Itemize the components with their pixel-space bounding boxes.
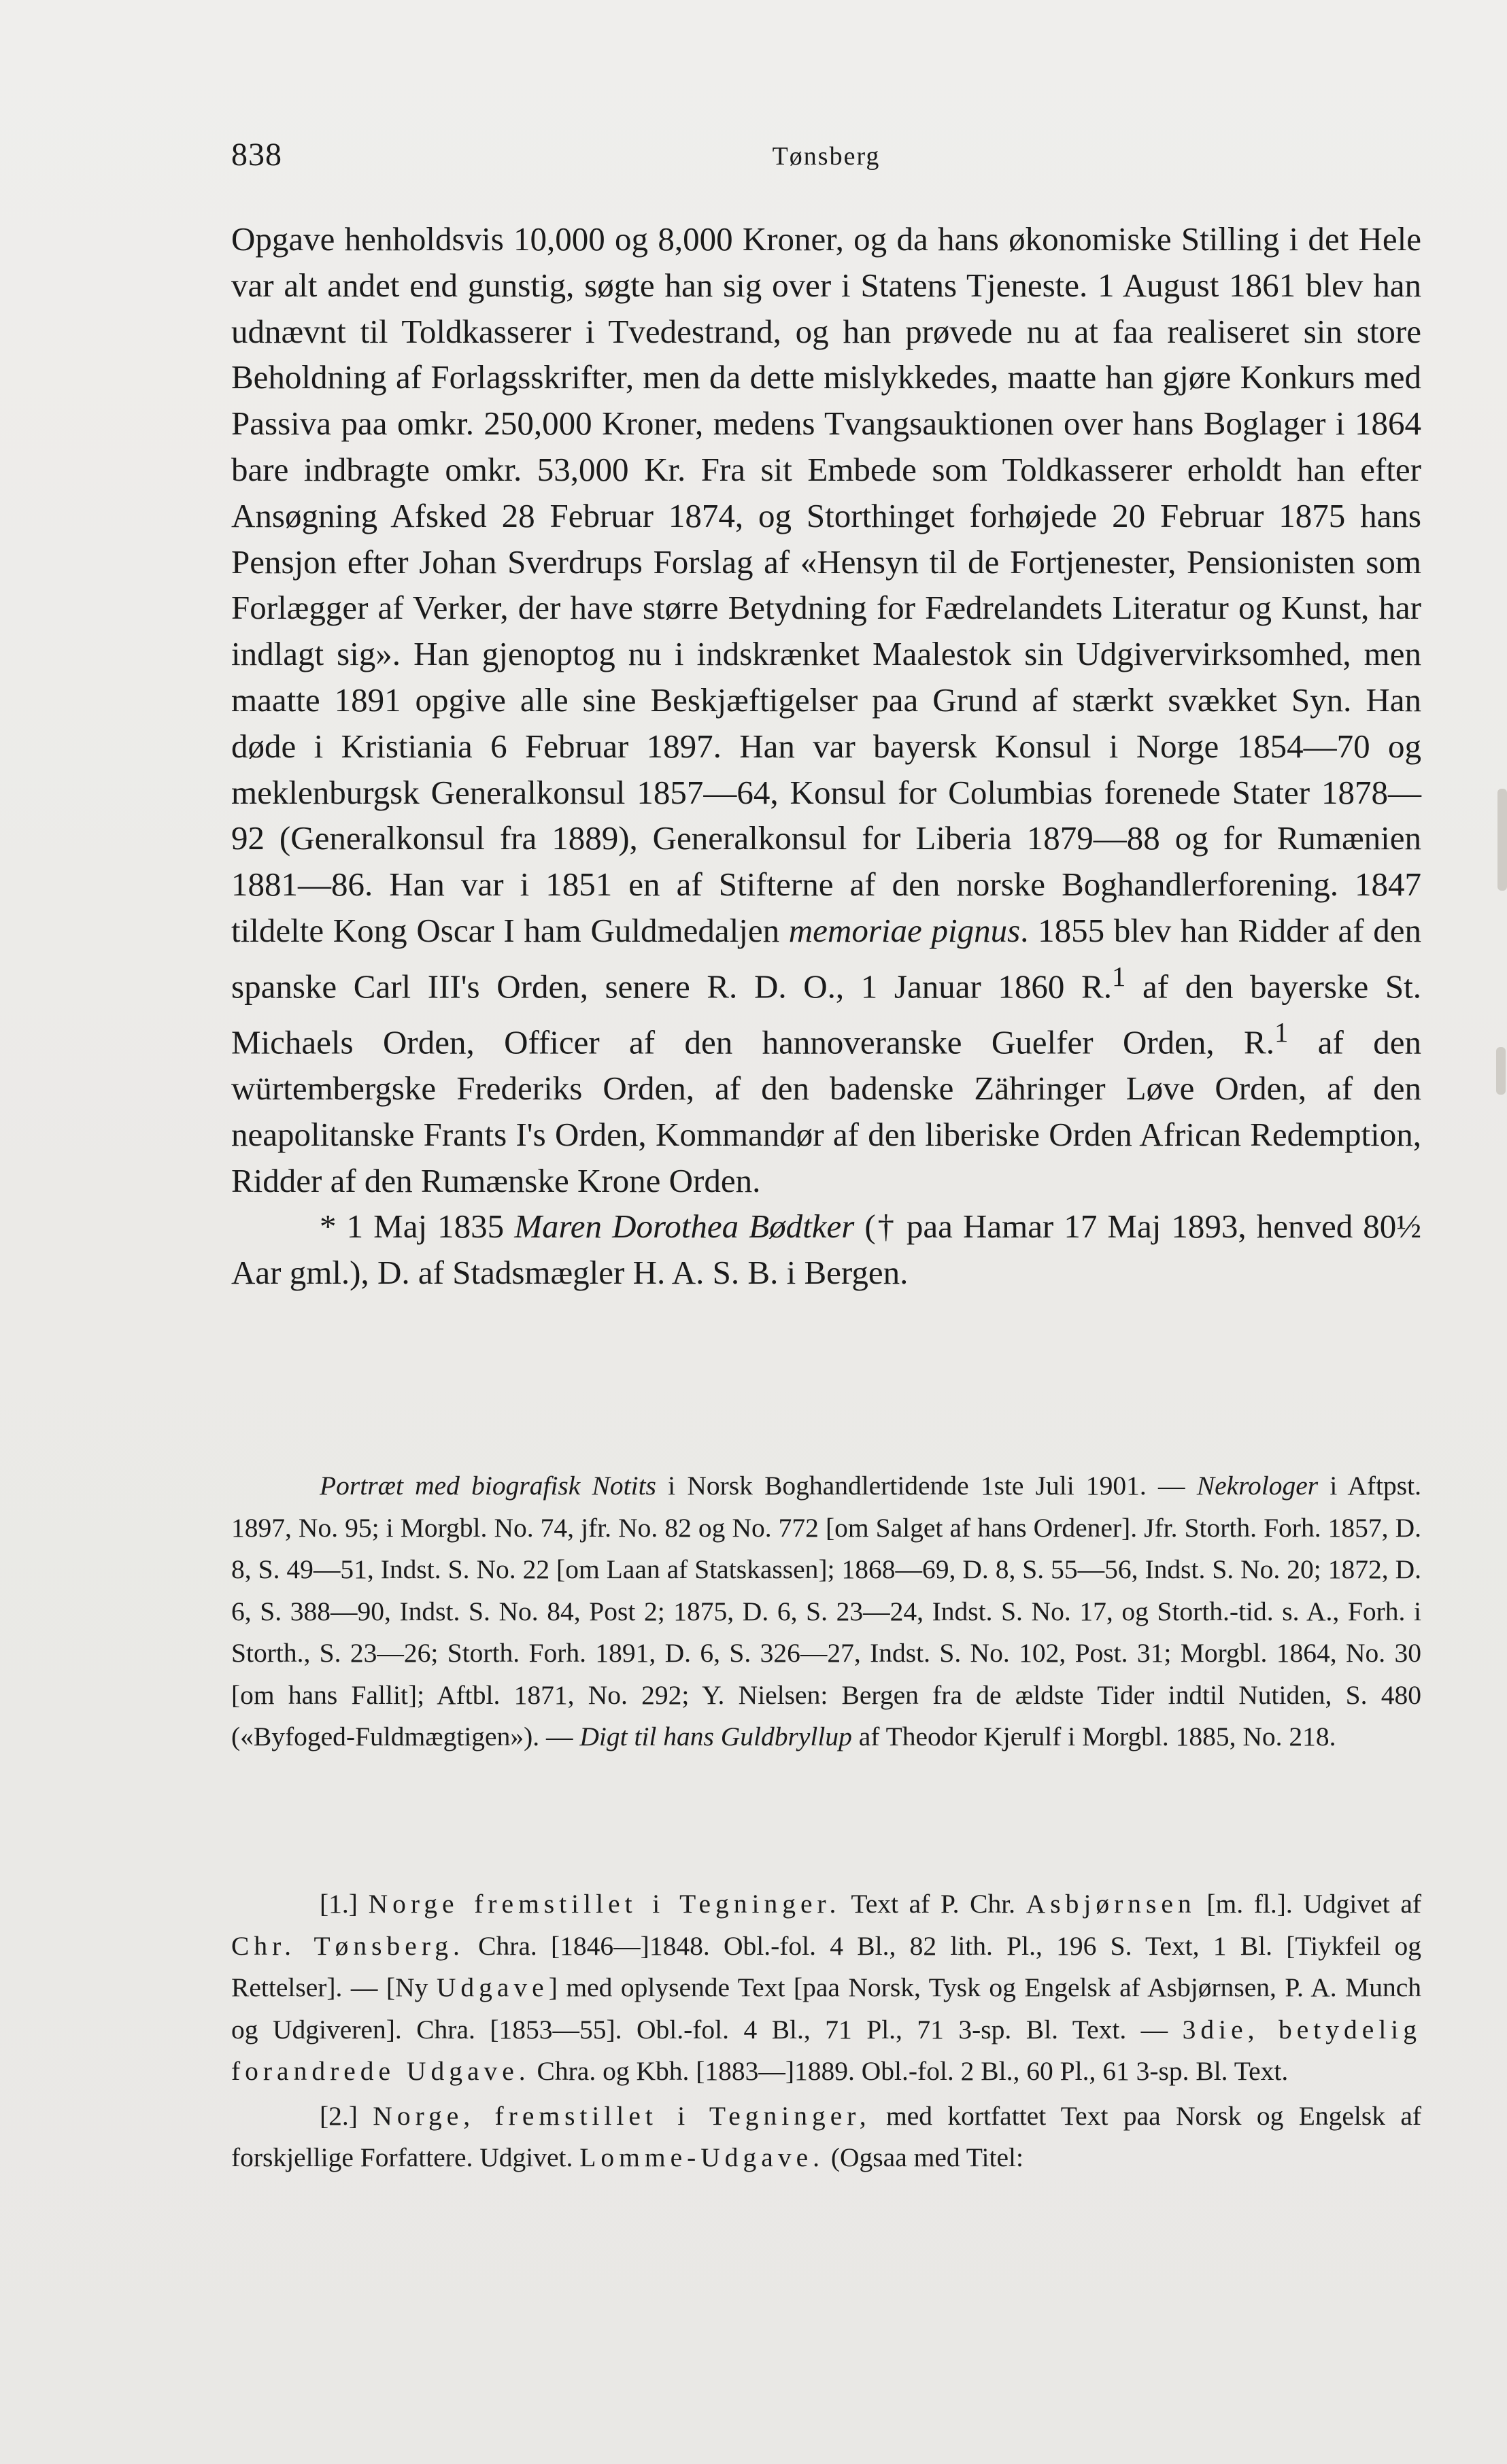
- entry-text: Chra. [1846—]1848. Obl.-fol. 4 Bl., 82 lith. Pl., 196 S. Text, 1 Bl. [Tiykfeil og Rettelser]. — [Ny: [231, 1930, 1421, 2002]
- spouse-name: Maren Dorothea Bødtker: [514, 1208, 855, 1246]
- entry-edition: Lomme-Udgave.: [579, 2142, 824, 2172]
- sources-paragraph: [231, 1465, 1421, 1758]
- entry-edition: Udgave: [436, 1972, 549, 2002]
- entry-text: Chra. og Kbh. [1883—]1889. Obl.-fol. 2 Bl., 60 Pl., 61 3-sp. Bl. Text.: [537, 2056, 1289, 2086]
- source-text: af Theodor Kjerulf i Morgbl. 1885, No. 218.: [858, 1722, 1336, 1751]
- marriage-date: * 1 Maj 1835: [320, 1208, 505, 1246]
- entry-text: med kortfattet Text paa Norsk og Engelsk af forskjellige Forfattere. Udgivet.: [231, 2100, 1422, 2172]
- entry-number: [1.]: [320, 1889, 358, 1919]
- footnote-marker: 1: [1274, 1016, 1289, 1048]
- medal-name: memoriae pignus: [788, 911, 1021, 949]
- entry-text: ] med oplysende Text [paa Norsk, Tysk og Engelsk af Asbjørnsen, P. A. Munch og Udgiveren]. Chra. [1853—55]. Obl.-fol. 4 Bl., 71 Pl., 71 3-sp. Bl. Text. —: [231, 1972, 1422, 2044]
- bibliography-entry-2: [231, 2095, 1421, 2179]
- biography-orders-text-3: af den würtembergske Frederiks Orden, af den badenske Zähringer Løve Orden, af den neapolitanske Frants I's Orden, Kommandør af den liberiske Orden African Redemption, Ridder af den Rumænske Krone Orden.: [231, 1023, 1421, 1199]
- source-text: i Norsk Boghandlertidende 1ste Juli 1901. —: [668, 1471, 1185, 1501]
- bibliography-entries: [231, 1883, 1421, 2179]
- marriage-paragraph: [231, 1203, 1421, 1296]
- marriage-details: († paa Hamar 17 Maj 1893, henved 80½ Aar gml.), D. af Stadsmægler H. A. S. B. i Bergen.: [231, 1208, 1422, 1292]
- nekrologer-label: Nekrologer: [1196, 1471, 1319, 1501]
- running-head: Tønsberg: [772, 142, 881, 171]
- entry-publisher: Chr. Tønsberg.: [231, 1930, 464, 1961]
- biography-paragraph: [231, 216, 1421, 1203]
- bibliography-entry-1: [231, 1883, 1421, 2093]
- scan-edge-mark: [1497, 789, 1507, 891]
- entry-author: Asbjørnsen: [1026, 1889, 1196, 1919]
- footnote-marker: 1: [1111, 961, 1126, 992]
- entry-title: Norge fremstillet i Tegninger.: [368, 1889, 841, 1919]
- biography-orders-text-2: af den bayerske St. Michaels Orden, Officer af den hannoveranske Guelfer Orden, R.: [231, 968, 1422, 1061]
- page-number: 838: [231, 137, 282, 173]
- scan-edge-mark: [1496, 1047, 1506, 1095]
- entry-text: [m. fl.]. Udgivet af: [1206, 1889, 1422, 1919]
- portrait-label: Portræt med biografisk Notits: [320, 1471, 656, 1501]
- sources-notes: [231, 1465, 1421, 1758]
- entry-title: Norge, fremstillet i Tegninger,: [373, 2100, 871, 2131]
- entry-edition: 3die, betydelig forandrede Udgave.: [231, 2014, 1422, 2086]
- entry-text: (Ogsaa med Titel:: [830, 2142, 1023, 2172]
- page-header: [231, 136, 1421, 184]
- biography-main-text: Opgave henholdsvis 10,000 og 8,000 Kroner, og da hans økonomiske Stilling i det Hele var alt andet end gunstig, søgte han sig over i Statens Tjeneste. 1 August 1861 blev han udnævnt til Toldkasserer i Tvedestrand, og han prøvede nu at faa realiseret sin store Beholdning af Forlagsskrifter, men da dette mislykkedes, maatte han gjøre Konkurs med Passiva paa omkr. 250,000 Kroner, medens Tvangsauktionen over hans Boglager i 1864 bare indbragte omkr. 53,000 Kr. Fra sit Embede som Toldkasserer erholdt han efter Ansøgning Afsked 28 Februar 1874, og Storthinget forhøjede 20 Februar 1875 hans Pensjon efter Johan Sverdrups Forslag af «Hensyn til de Fortjenester, Pensionisten som Forlægger af Verker, der have større Betydning for Fædrelandets Literatur og Kunst, har indlagt sig». Han gjenoptog nu i indskrænket Maalestok sin Udgivervirksomhed, men maatte 1891 opgive alle sine Beskjæftigelser paa Grund af stærkt svækket Syn. Han døde i Kristiania 6 Februar 1897. Han var bayersk Konsul i Norge 1854—70 og meklenburgsk Generalkonsul 1857—64, Konsul for Columbias forenede Stater 1878—92 (Generalkonsul fra 1889), Generalkonsul for Liberia 1879—88 og for Rumænien 1881—86. Han var i 1851 en af Stifterne af den norske Boghandlerforening. 1847 tildelte Kong Oscar I ham Guldmedaljen: [231, 220, 1421, 949]
- poem-label: Digt til hans Guldbryllup: [579, 1722, 852, 1751]
- source-text: i Aftpst. 1897, No. 95; i Morgbl. No. 74, jfr. No. 82 og No. 772 [om Salget af hans Ordener]. Jfr. Storth. Forh. 1857, D. 8, S. 49—51, Indst. S. No. 22 [om Laan af Statskassen]; 1868—69, D. 8, S. 55—56, Indst. S. No. 20; 1872, D. 6, S. 388—90, Indst. S. No. 84, Post 2; 1875, D. 6, S. 23—24, Indst. S. No. 17, og Storth.-tid. s. A., Forh. i Storth., S. 23—26; Storth. Forh. 1891, D. 6, S. 326—27, Indst. S. No. 102, Post. 31; Morgbl. 1864, No. 30 [om hans Fallit]; Aftbl. 1871, No. 292; Y. Nielsen: Bergen fra de ældste Tider indtil Nutiden, S. 480 («Byfoged-Fuldmægtigen»). —: [231, 1471, 1421, 1751]
- entry-number: [2.]: [320, 2100, 358, 2131]
- entry-text: Text af P. Chr.: [851, 1889, 1016, 1919]
- biography-text: [231, 216, 1421, 1296]
- biography-orders-text: . 1855 blev han Ridder af den spanske Carl III's Orden, senere R. D. O., 1 Januar 1860 R.: [231, 911, 1421, 1006]
